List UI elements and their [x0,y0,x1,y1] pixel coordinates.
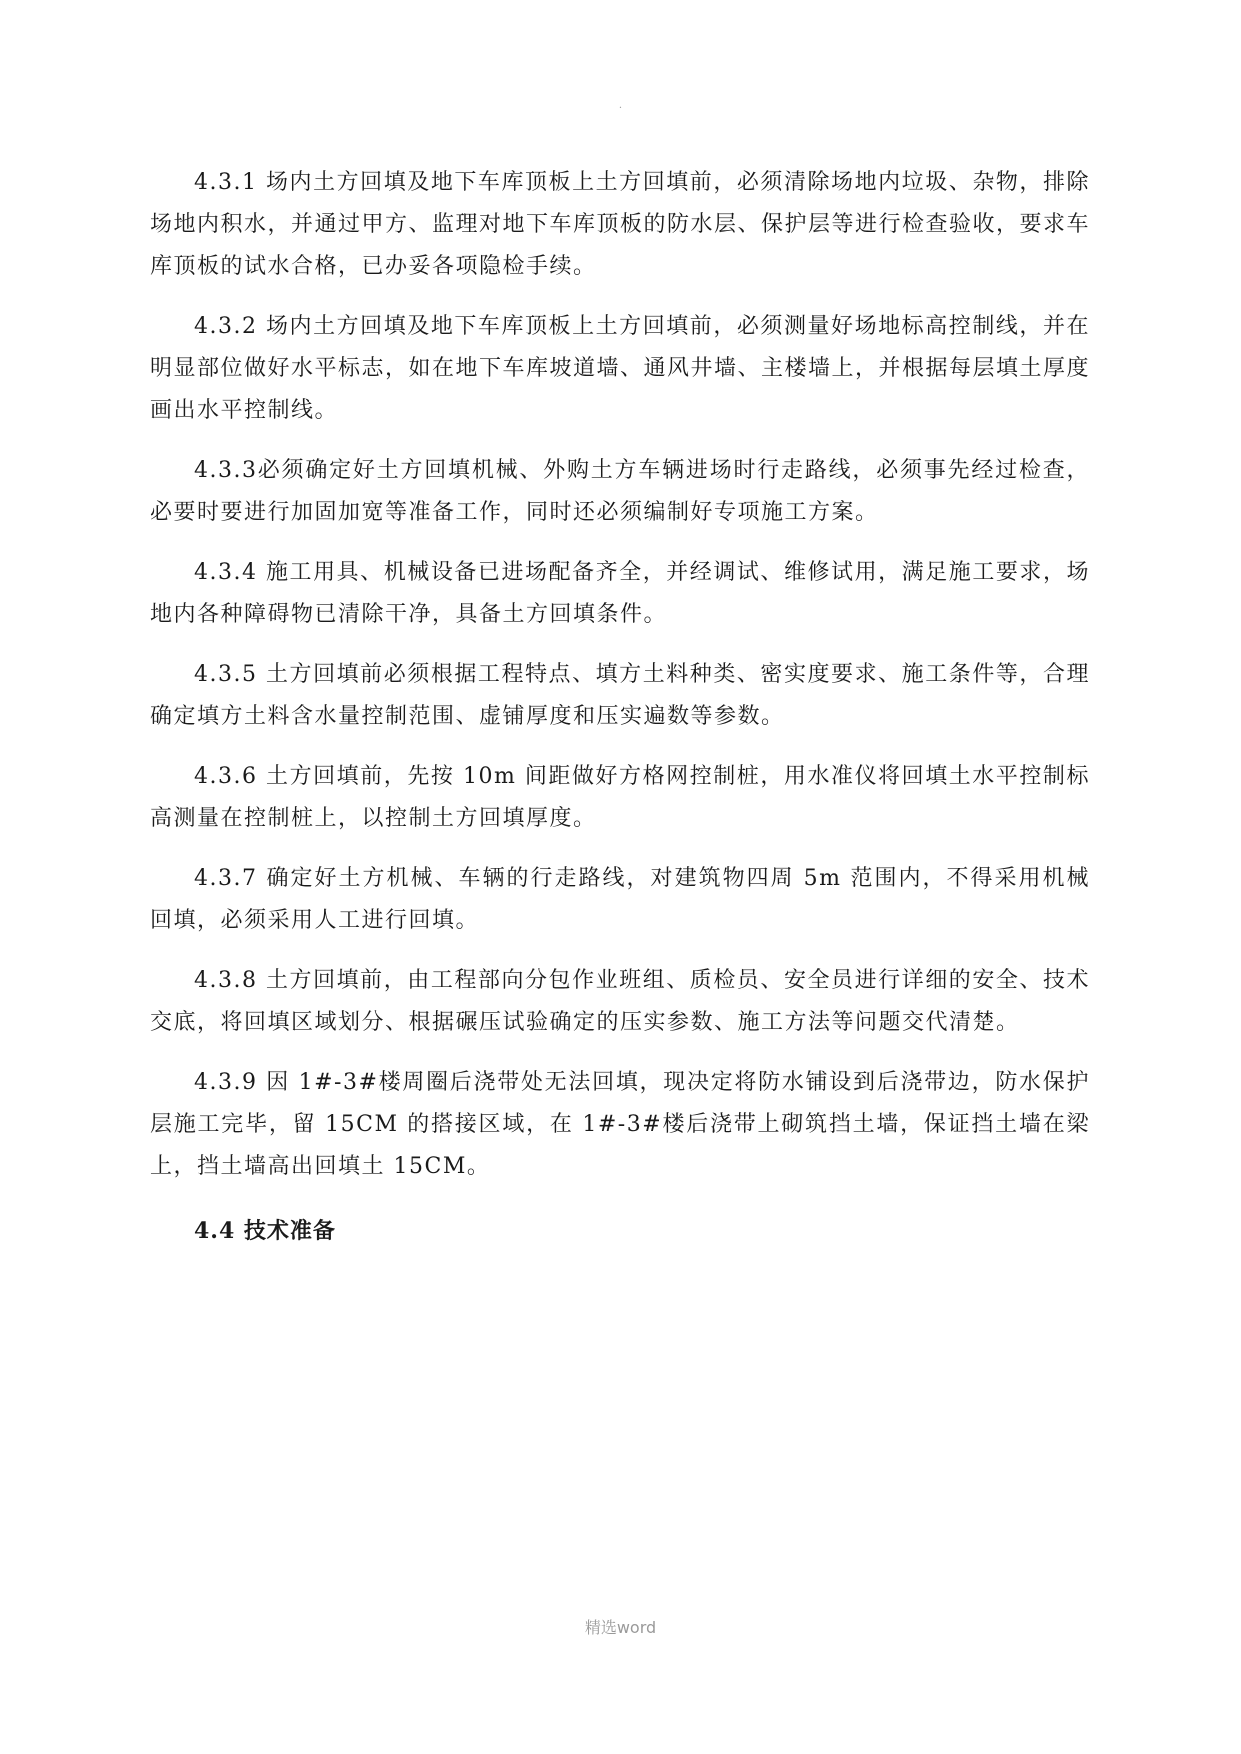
paragraph-4-3-3: 4.3.3必须确定好土方回填机械、外购土方车辆进场时行走路线，必须事先经过检查，必要时要进行加固加宽等准备工作，同时还必须编制好专项施工方案。 [150,458,1090,525]
header-mark: . [618,100,623,111]
paragraph-4-3-9: 4.3.9 因 1#-3#楼周圈后浇带处无法回填，现决定将防水铺设到后浇带边，防水保护层施工完毕，留 15CM 的搭接区域，在 1#-3#楼后浇带上砌筑挡土墙，保证挡土墙在梁上，挡土墙高出回填土 15CM。 [150,1070,1090,1179]
section-heading-4-4: 4.4 技术准备 [194,1218,336,1244]
paragraph-4-3-1: 4.3.1 场内土方回填及地下车库顶板上土方回填前，必须清除场地内垃圾、杂物，排除场地内积水，并通过甲方、监理对地下车库顶板的防水层、保护层等进行检查验收，要求车库顶板的试水合格，已办妥各项隐检手续。 [150,170,1091,279]
paragraph-4-3-5: 4.3.5 土方回填前必须根据工程特点、填方土料种类、密实度要求、施工条件等，合理确定填方土料含水量控制范围、虚铺厚度和压实遍数等参数。 [150,662,1090,729]
paragraph-4-3-7: 4.3.7 确定好土方机械、车辆的行走路线，对建筑物四周 5m 范围内，不得采用机械回填，必须采用人工进行回填。 [150,866,1090,933]
paragraph-4-3-4: 4.3.4 施工用具、机械设备已进场配备齐全，并经调试、维修试用，满足施工要求，场地内各种障碍物已清除干净，具备土方回填条件。 [150,560,1090,627]
paragraph-4-3-8: 4.3.8 土方回填前，由工程部向分包作业班组、质检员、安全员进行详细的安全、技术交底，将回填区域划分、根据碾压试验确定的压实参数、施工方法等问题交代清楚。 [150,968,1090,1035]
page-footer: 精选word [584,1618,657,1637]
paragraph-4-3-6: 4.3.6 土方回填前，先按 10m 间距做好方格网控制桩，用水准仪将回填土水平控制标高测量在控制桩上，以控制土方回填厚度。 [150,764,1090,831]
paragraph-4-3-2: 4.3.2 场内土方回填及地下车库顶板上土方回填前，必须测量好场地标高控制线，并在明显部位做好水平标志，如在地下车库坡道墙、通风井墙、主楼墙上，并根据每层填土厚度画出水平控制线。 [150,314,1091,423]
document-body [150,162,1090,1252]
